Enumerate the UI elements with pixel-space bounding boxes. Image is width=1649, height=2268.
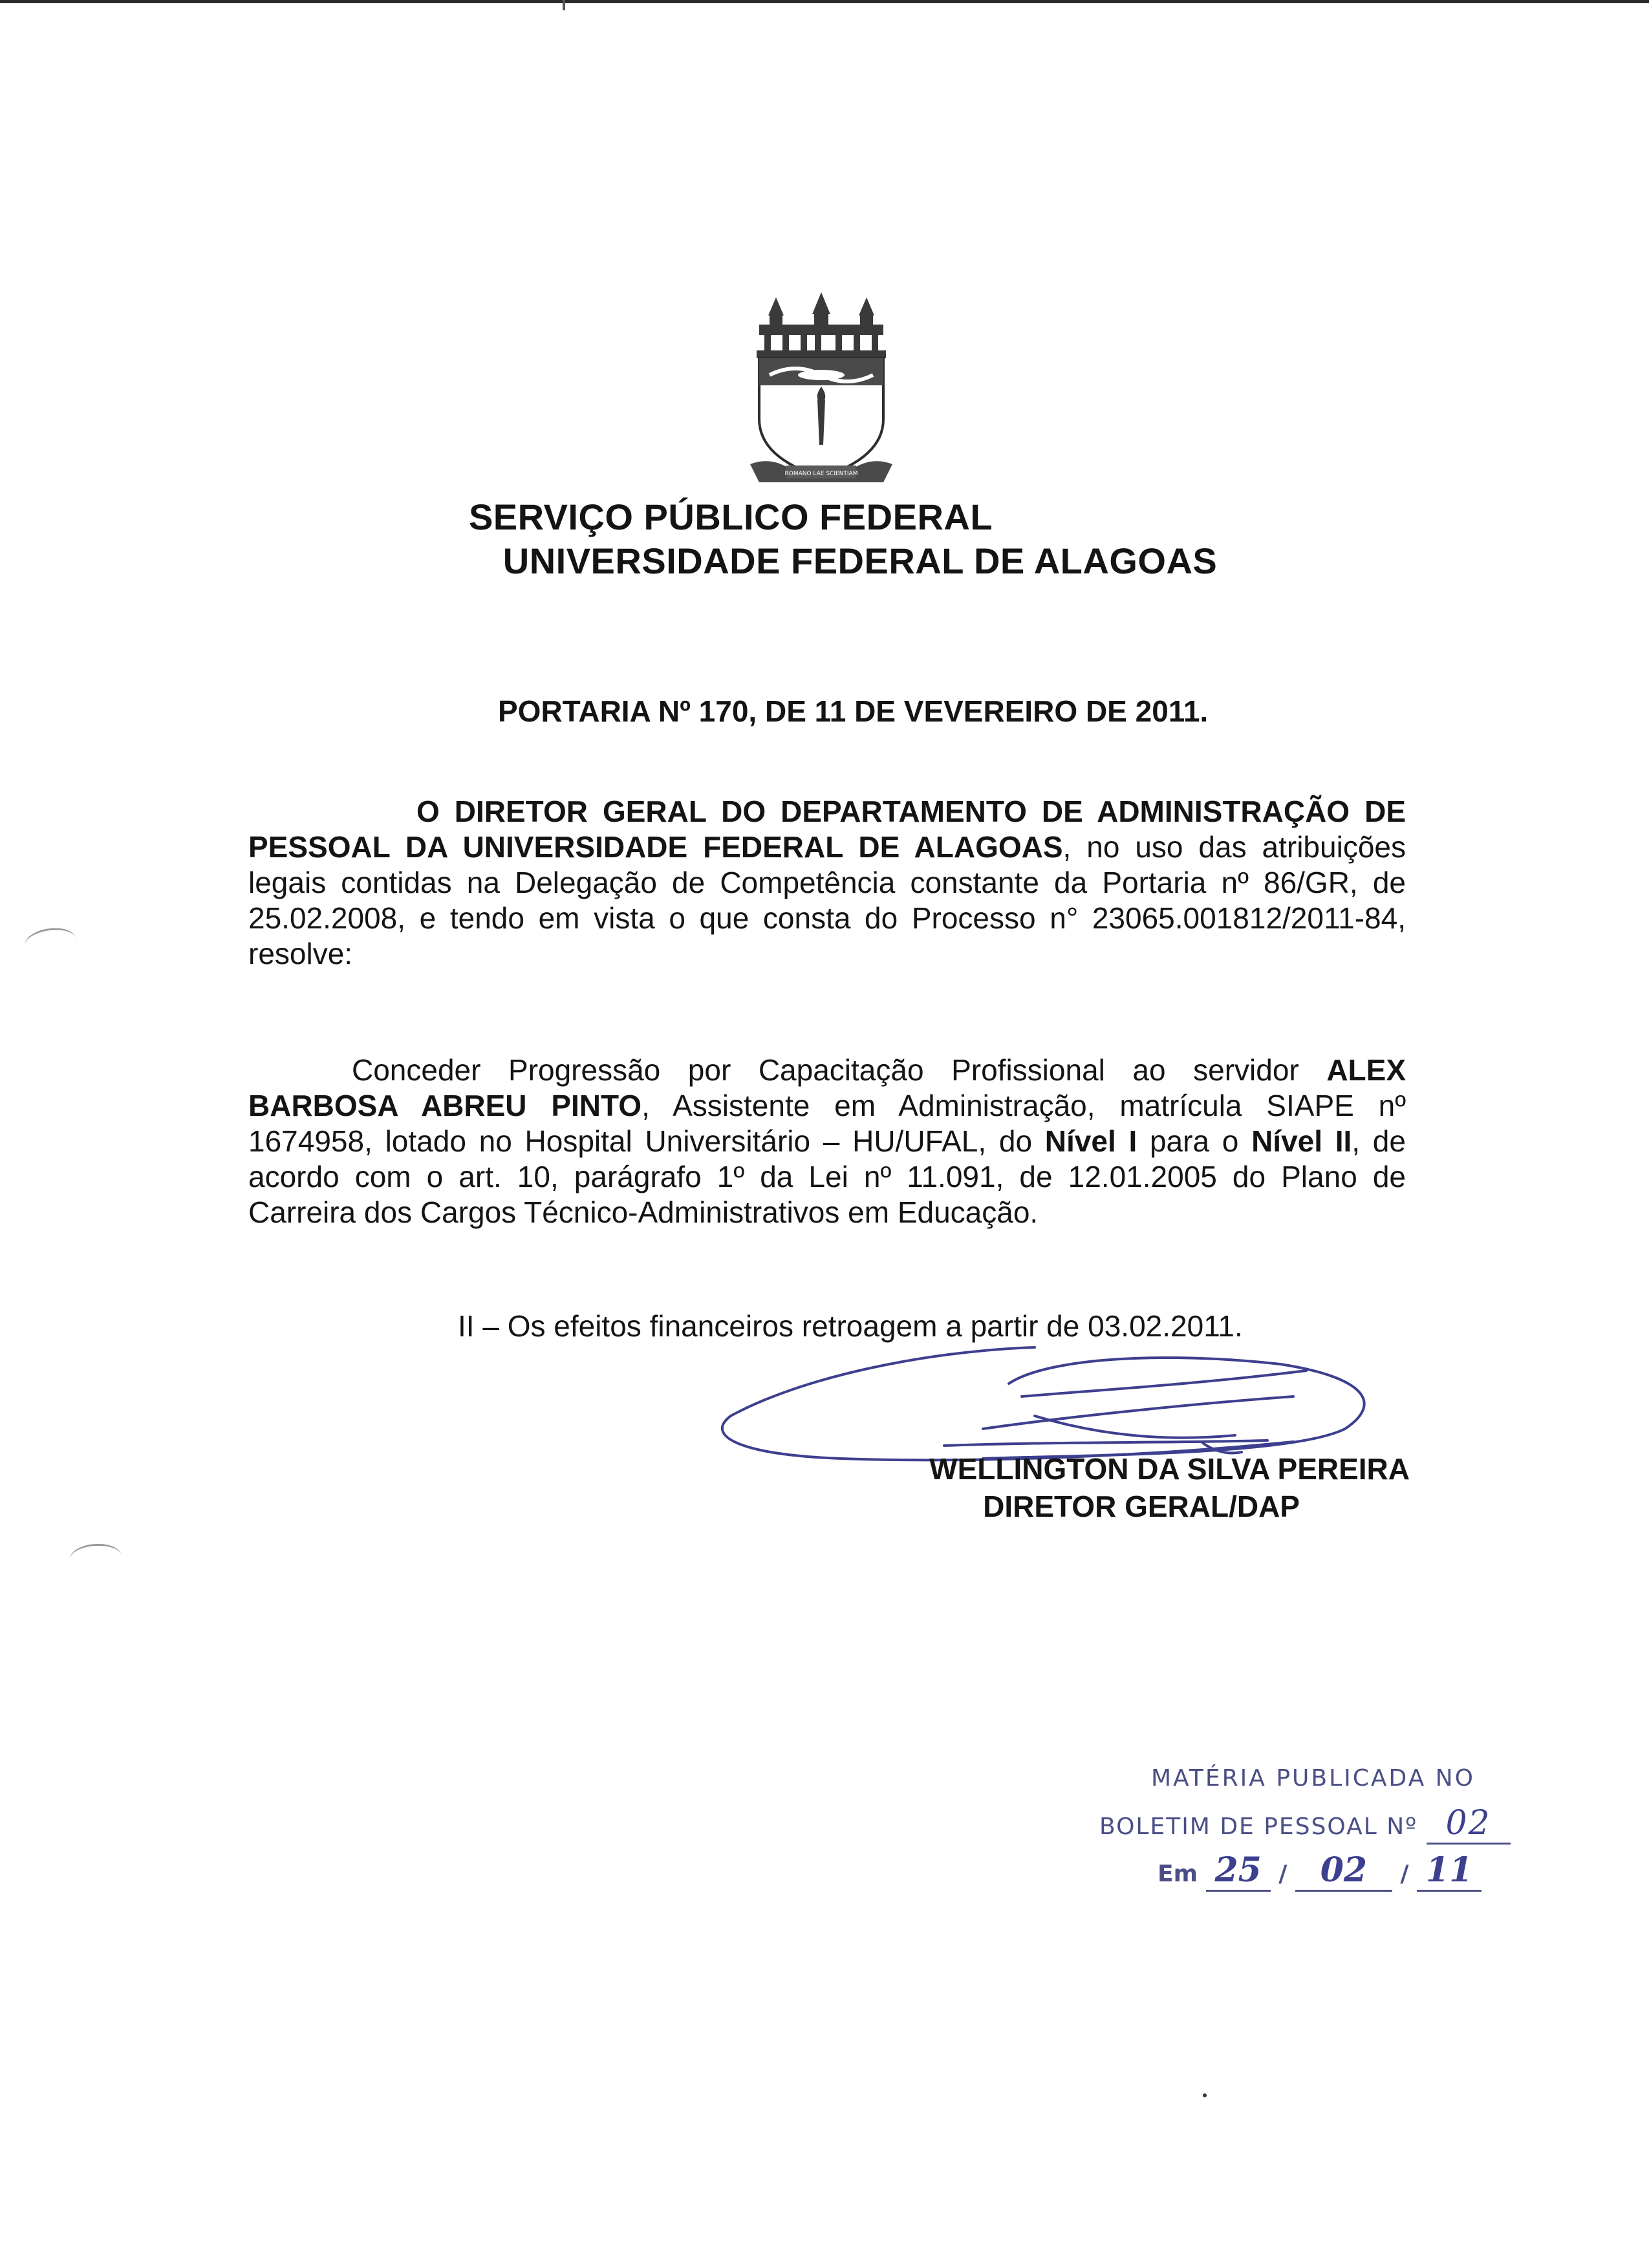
paragraph-resolution: [248, 1053, 1406, 1230]
stamp-line-1: MATÉRIA PUBLICADA NO: [1151, 1765, 1475, 1792]
stamp-bulletin-number: 02: [1427, 1804, 1511, 1845]
university-crest-icon: [750, 290, 892, 490]
paragraph-preamble: [248, 794, 1406, 972]
stamp-bulletin-label: BOLETIM DE PESSOAL Nº: [1099, 1813, 1418, 1840]
level-to: Nível II: [1251, 1124, 1352, 1158]
stamp-year: 11: [1417, 1850, 1482, 1892]
level-from: Nível I: [1044, 1124, 1137, 1158]
resolution-text-2: , Assistente em Administração, matrícula SIAPE nº 1674958, lotado no Hospital Universitário – HU/UFAL, do: [248, 1089, 1406, 1158]
crest-motto: ROMANO LAE SCIENTIAM: [784, 471, 858, 477]
header-university: UNIVERSIDADE FEDERAL DE ALAGOAS: [502, 540, 1218, 581]
employee-name: ALEX BARBOSA ABREU PINTO: [248, 1053, 1406, 1122]
preamble-authority: O DIRETOR GERAL DO DEPARTAMENTO DE ADMINISTRAÇÃO DE PESSOAL DA UNIVERSIDADE FEDERAL DE ALAGOAS: [248, 795, 1406, 864]
stamp-date-label: Em: [1158, 1861, 1198, 1887]
publication-stamp: [1099, 1765, 1526, 1933]
stamp-line-2: [1099, 1804, 1511, 1845]
scan-speck: [1203, 2093, 1207, 2097]
stamp-month: 02: [1295, 1850, 1392, 1892]
paragraph-financial-effects: II – Os efeitos financeiros retroagem a partir de 03.02.2011.: [458, 1309, 1243, 1343]
signatory-role: DIRETOR GERAL/DAP: [983, 1490, 1300, 1523]
signatory-name: WELLINGTON DA SILVA PEREIRA: [929, 1452, 1410, 1486]
header-service: SERVIÇO PÚBLICO FEDERAL: [468, 497, 993, 537]
preamble-text: , no uso das atribuições legais contidas na Delegação de Competência constante da Portaria nº 86/GR, de 25.02.2008, e tendo em vista o que consta do Processo n° 23065.001812/2011-84, resolve:: [248, 830, 1406, 970]
scan-mark: [563, 0, 565, 10]
stamp-line-3: Em 25 / 02 / 11: [1158, 1850, 1482, 1892]
resolution-text-4: , de acordo com o art. 10, parágrafo 1º da Lei nº 11.091, de 12.01.2005 do Plano de Carreira dos Cargos Técnico-Administrativos em Educação.: [248, 1124, 1406, 1229]
portaria-title: PORTARIA Nº 170, DE 11 DE VEVEREIRO DE 2011.: [498, 694, 1209, 728]
scan-top-edge: [0, 0, 1649, 3]
resolution-text-1: Conceder Progressão por Capacitação Profissional ao servidor: [352, 1053, 1327, 1087]
hole-punch-mark: [23, 925, 78, 960]
resolution-text-3: para o: [1137, 1124, 1252, 1158]
hole-punch-mark: [69, 1542, 123, 1573]
stamp-day: 25: [1206, 1850, 1271, 1892]
